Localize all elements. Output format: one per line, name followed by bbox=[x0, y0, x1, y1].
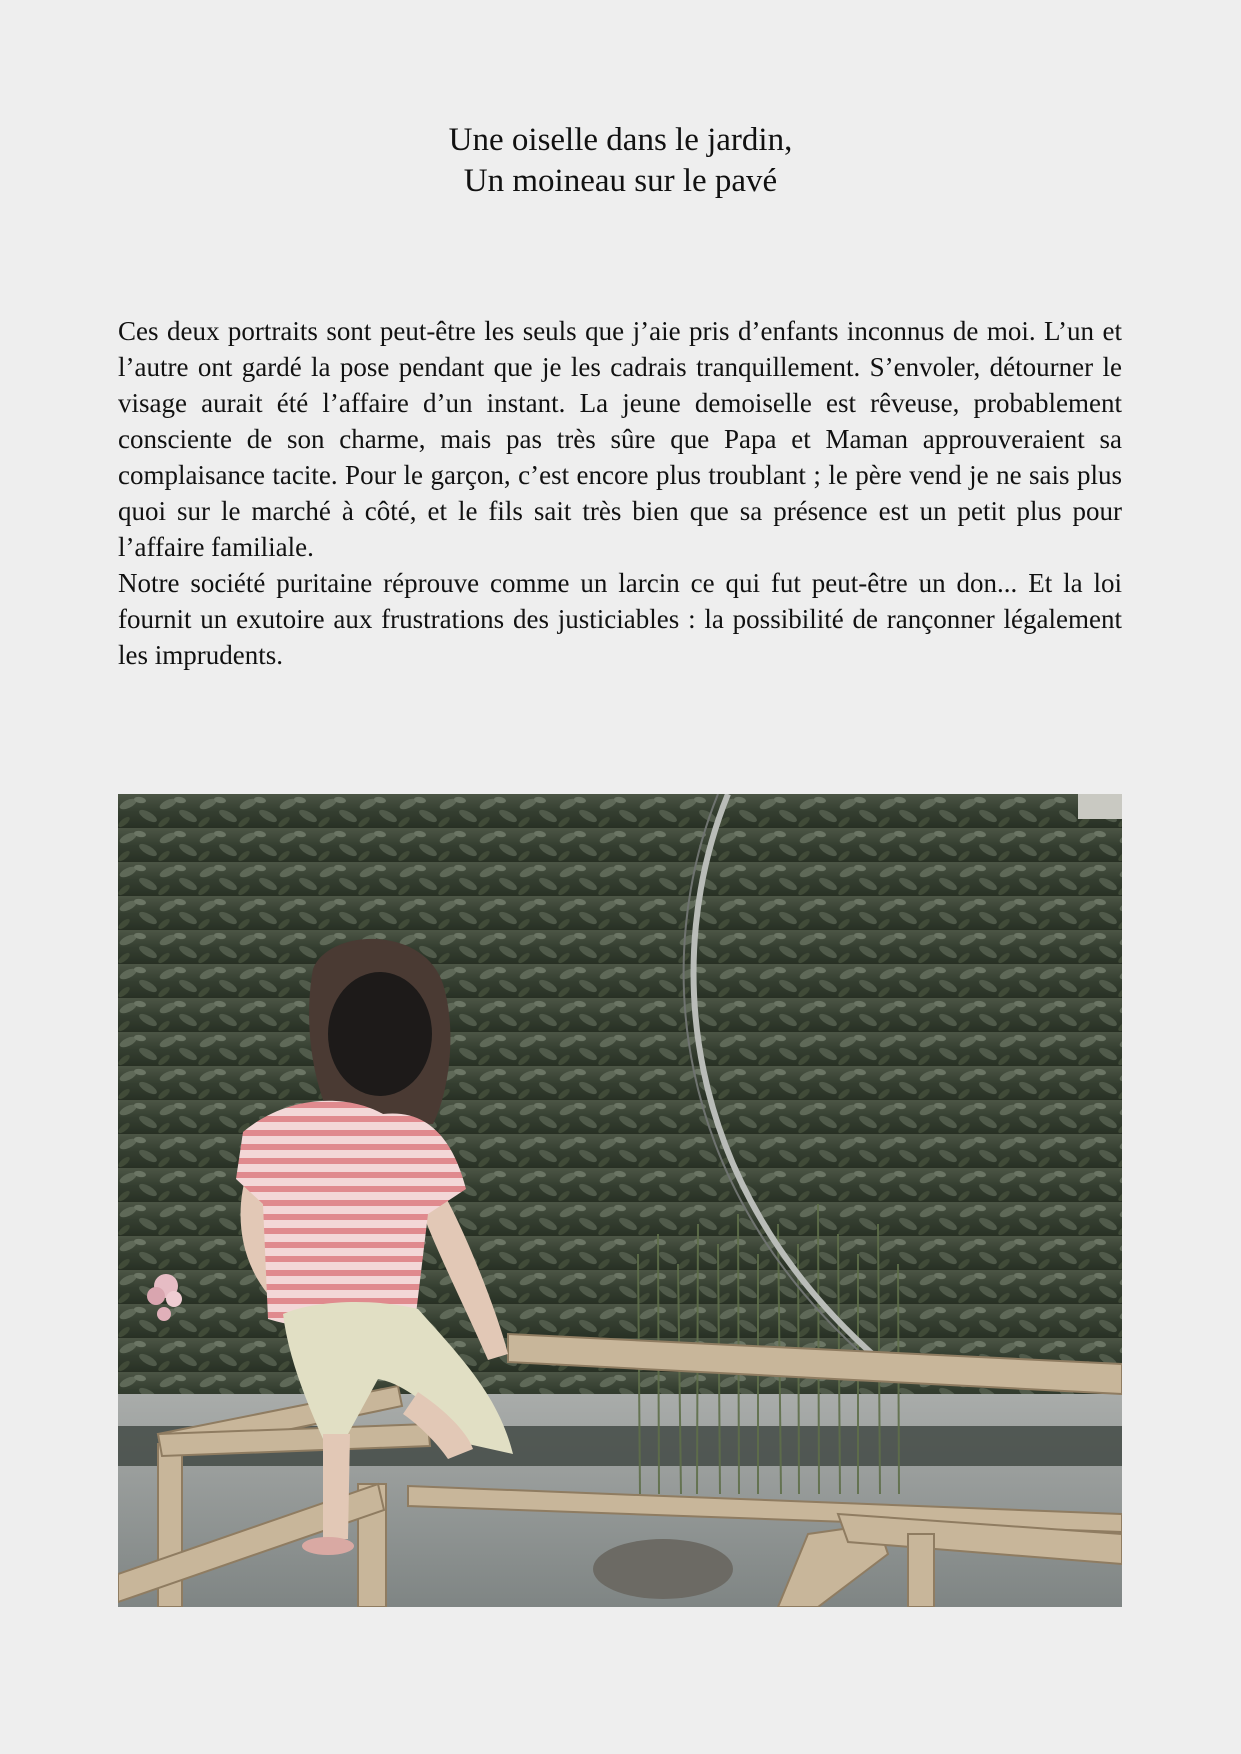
garden-photo bbox=[118, 794, 1122, 1607]
body-text bbox=[118, 313, 1122, 673]
page-title bbox=[0, 120, 1241, 202]
title-line-2: Un moineau sur le pavé bbox=[463, 163, 778, 199]
title-line-1: Une oiselle dans le jardin, bbox=[448, 122, 793, 158]
garden-photo-illustration bbox=[118, 794, 1122, 1607]
paragraph-2: Notre société puritaine réprouve comme un larcin ce qui fut peut-être un don... Et la loi fournit un exutoire aux frustrations des justiciables : la possibilité de rançonner légalement les imprudents. bbox=[118, 568, 1122, 670]
paragraph-1: Ces deux portraits sont peut-être les seuls que j’aie pris d’enfants inconnus de moi. L’un et l’autre ont gardé la pose pendant que je les cadrais tranquillement. S’envoler, détourner le visage aurait été l’affaire d’un instant. La jeune demoiselle est rêveuse, probablement consciente de son charme, mais pas très sûre que Papa et Maman approuveraient sa complaisance tacite. Pour le garçon, c’est encore plus troublant ; le père vend je ne sais plus quoi sur le marché à côté, et le fils sait très bien que sa présence est un petit plus pour l’affaire familiale. bbox=[118, 316, 1122, 562]
